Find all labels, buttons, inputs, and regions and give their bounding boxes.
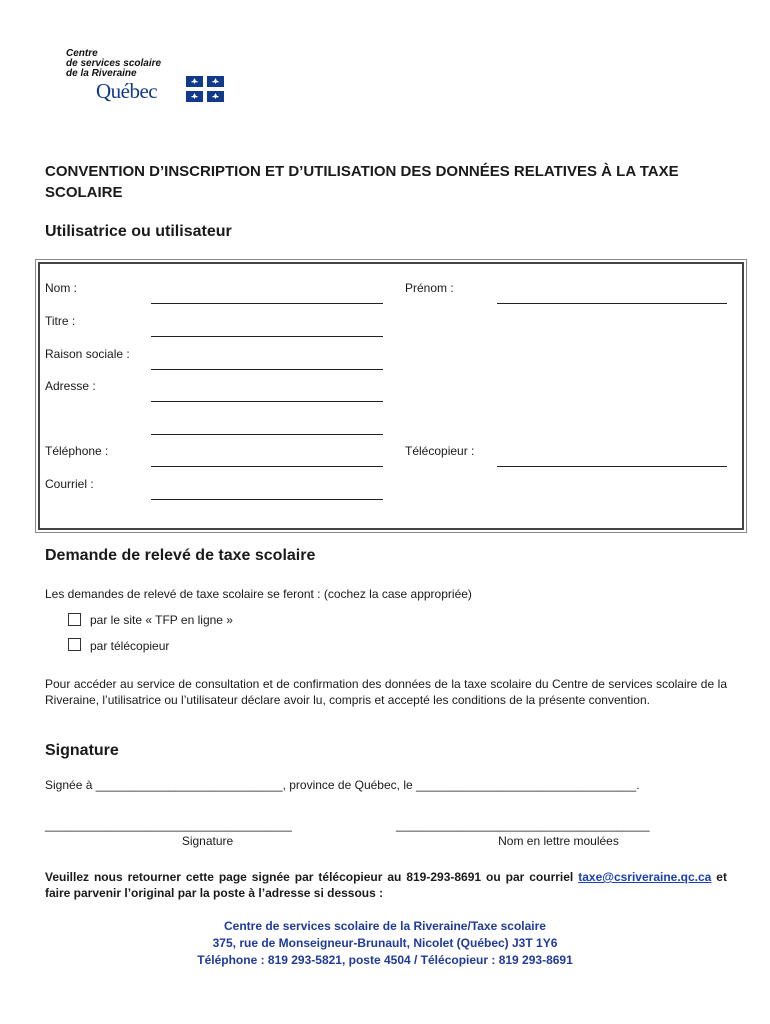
- section-heading-signature: Signature: [45, 742, 119, 759]
- adresse-field-1[interactable]: [151, 401, 383, 402]
- notice-text-1: Veuillez nous retourner cette page signée par télécopieur au 819-293-8691 ou par courriel: [45, 870, 574, 884]
- courriel-label: Courriel :: [45, 477, 94, 491]
- fax-checkbox[interactable]: [68, 638, 81, 651]
- telecopieur-field[interactable]: [497, 466, 727, 467]
- address-line-2: 375, rue de Monseigneur-Brunault, Nicolet (Québec) J3T 1Y6: [212, 936, 558, 950]
- telephone-label: Téléphone :: [45, 444, 109, 458]
- logo-line-2: de services scolaire: [66, 58, 162, 69]
- adresse-label: Adresse :: [45, 379, 96, 393]
- raison-sociale-label: Raison sociale :: [45, 347, 130, 361]
- email-link[interactable]: taxe@csriveraine.qc.ca: [578, 870, 712, 884]
- consent-paragraph: Pour accéder au service de consultation et de confirmation des données de la taxe scolaire du Centre de services scolaire de la Riveraine, l’utilisatrice ou l’utilisateur déclare avoir lu, compris et accepté les conditions de la présente convention.: [45, 677, 727, 707]
- section-heading-request: Demande de relevé de taxe scolaire: [45, 547, 316, 564]
- titre-label: Titre :: [45, 314, 76, 328]
- fax-label: par télécopieur: [90, 639, 170, 653]
- tfp-online-label: par le site « TFP en ligne »: [90, 613, 233, 627]
- printed-name-line[interactable]: ______________________________________: [396, 818, 650, 832]
- telephone-field[interactable]: [151, 466, 383, 467]
- quebec-flag-icon: [186, 76, 224, 102]
- signed-at-line: Signée à ____________________________, province de Québec, le _________________________________.: [45, 778, 640, 792]
- notice-text-2: et faire parvenir l’original par la poste à l’adresse si dessous :: [45, 870, 727, 900]
- prenom-field[interactable]: [497, 303, 727, 304]
- section-heading-user: Utilisatrice ou utilisateur: [45, 223, 232, 240]
- courriel-field[interactable]: [151, 499, 383, 500]
- address-line-3: Téléphone : 819 293-5821, poste 4504 / Télécopieur : 819 293-8691: [197, 953, 573, 967]
- tfp-online-checkbox[interactable]: [68, 613, 81, 626]
- document-title: CONVENTION D’INSCRIPTION ET D’UTILISATION DES DONNÉES RELATIVES À LA TAXE SCOLAIRE: [45, 163, 679, 201]
- titre-field[interactable]: [151, 336, 383, 337]
- signature-caption: Signature: [181, 834, 234, 848]
- signature-line[interactable]: _____________________________________: [45, 818, 292, 832]
- raison-sociale-field[interactable]: [151, 369, 383, 370]
- nom-label: Nom :: [45, 281, 78, 295]
- quebec-wordmark: Québec: [96, 79, 158, 103]
- logo-line-3: de la Riveraine: [66, 68, 137, 79]
- user-info-box: [38, 262, 744, 530]
- adresse-field-2[interactable]: [151, 434, 383, 435]
- address-line-1: Centre de services scolaire de la Riveraine/Taxe scolaire: [224, 919, 546, 933]
- return-notice: [45, 869, 727, 901]
- printed-name-caption: Nom en lettre moulées: [498, 834, 619, 848]
- logo-line-1: Centre: [66, 48, 98, 59]
- telecopieur-label: Télécopieur :: [405, 444, 475, 458]
- request-intro: Les demandes de relevé de taxe scolaire se feront : (cochez la case appropriée): [45, 587, 472, 601]
- prenom-label: Prénom :: [405, 281, 454, 295]
- nom-field[interactable]: [151, 303, 383, 304]
